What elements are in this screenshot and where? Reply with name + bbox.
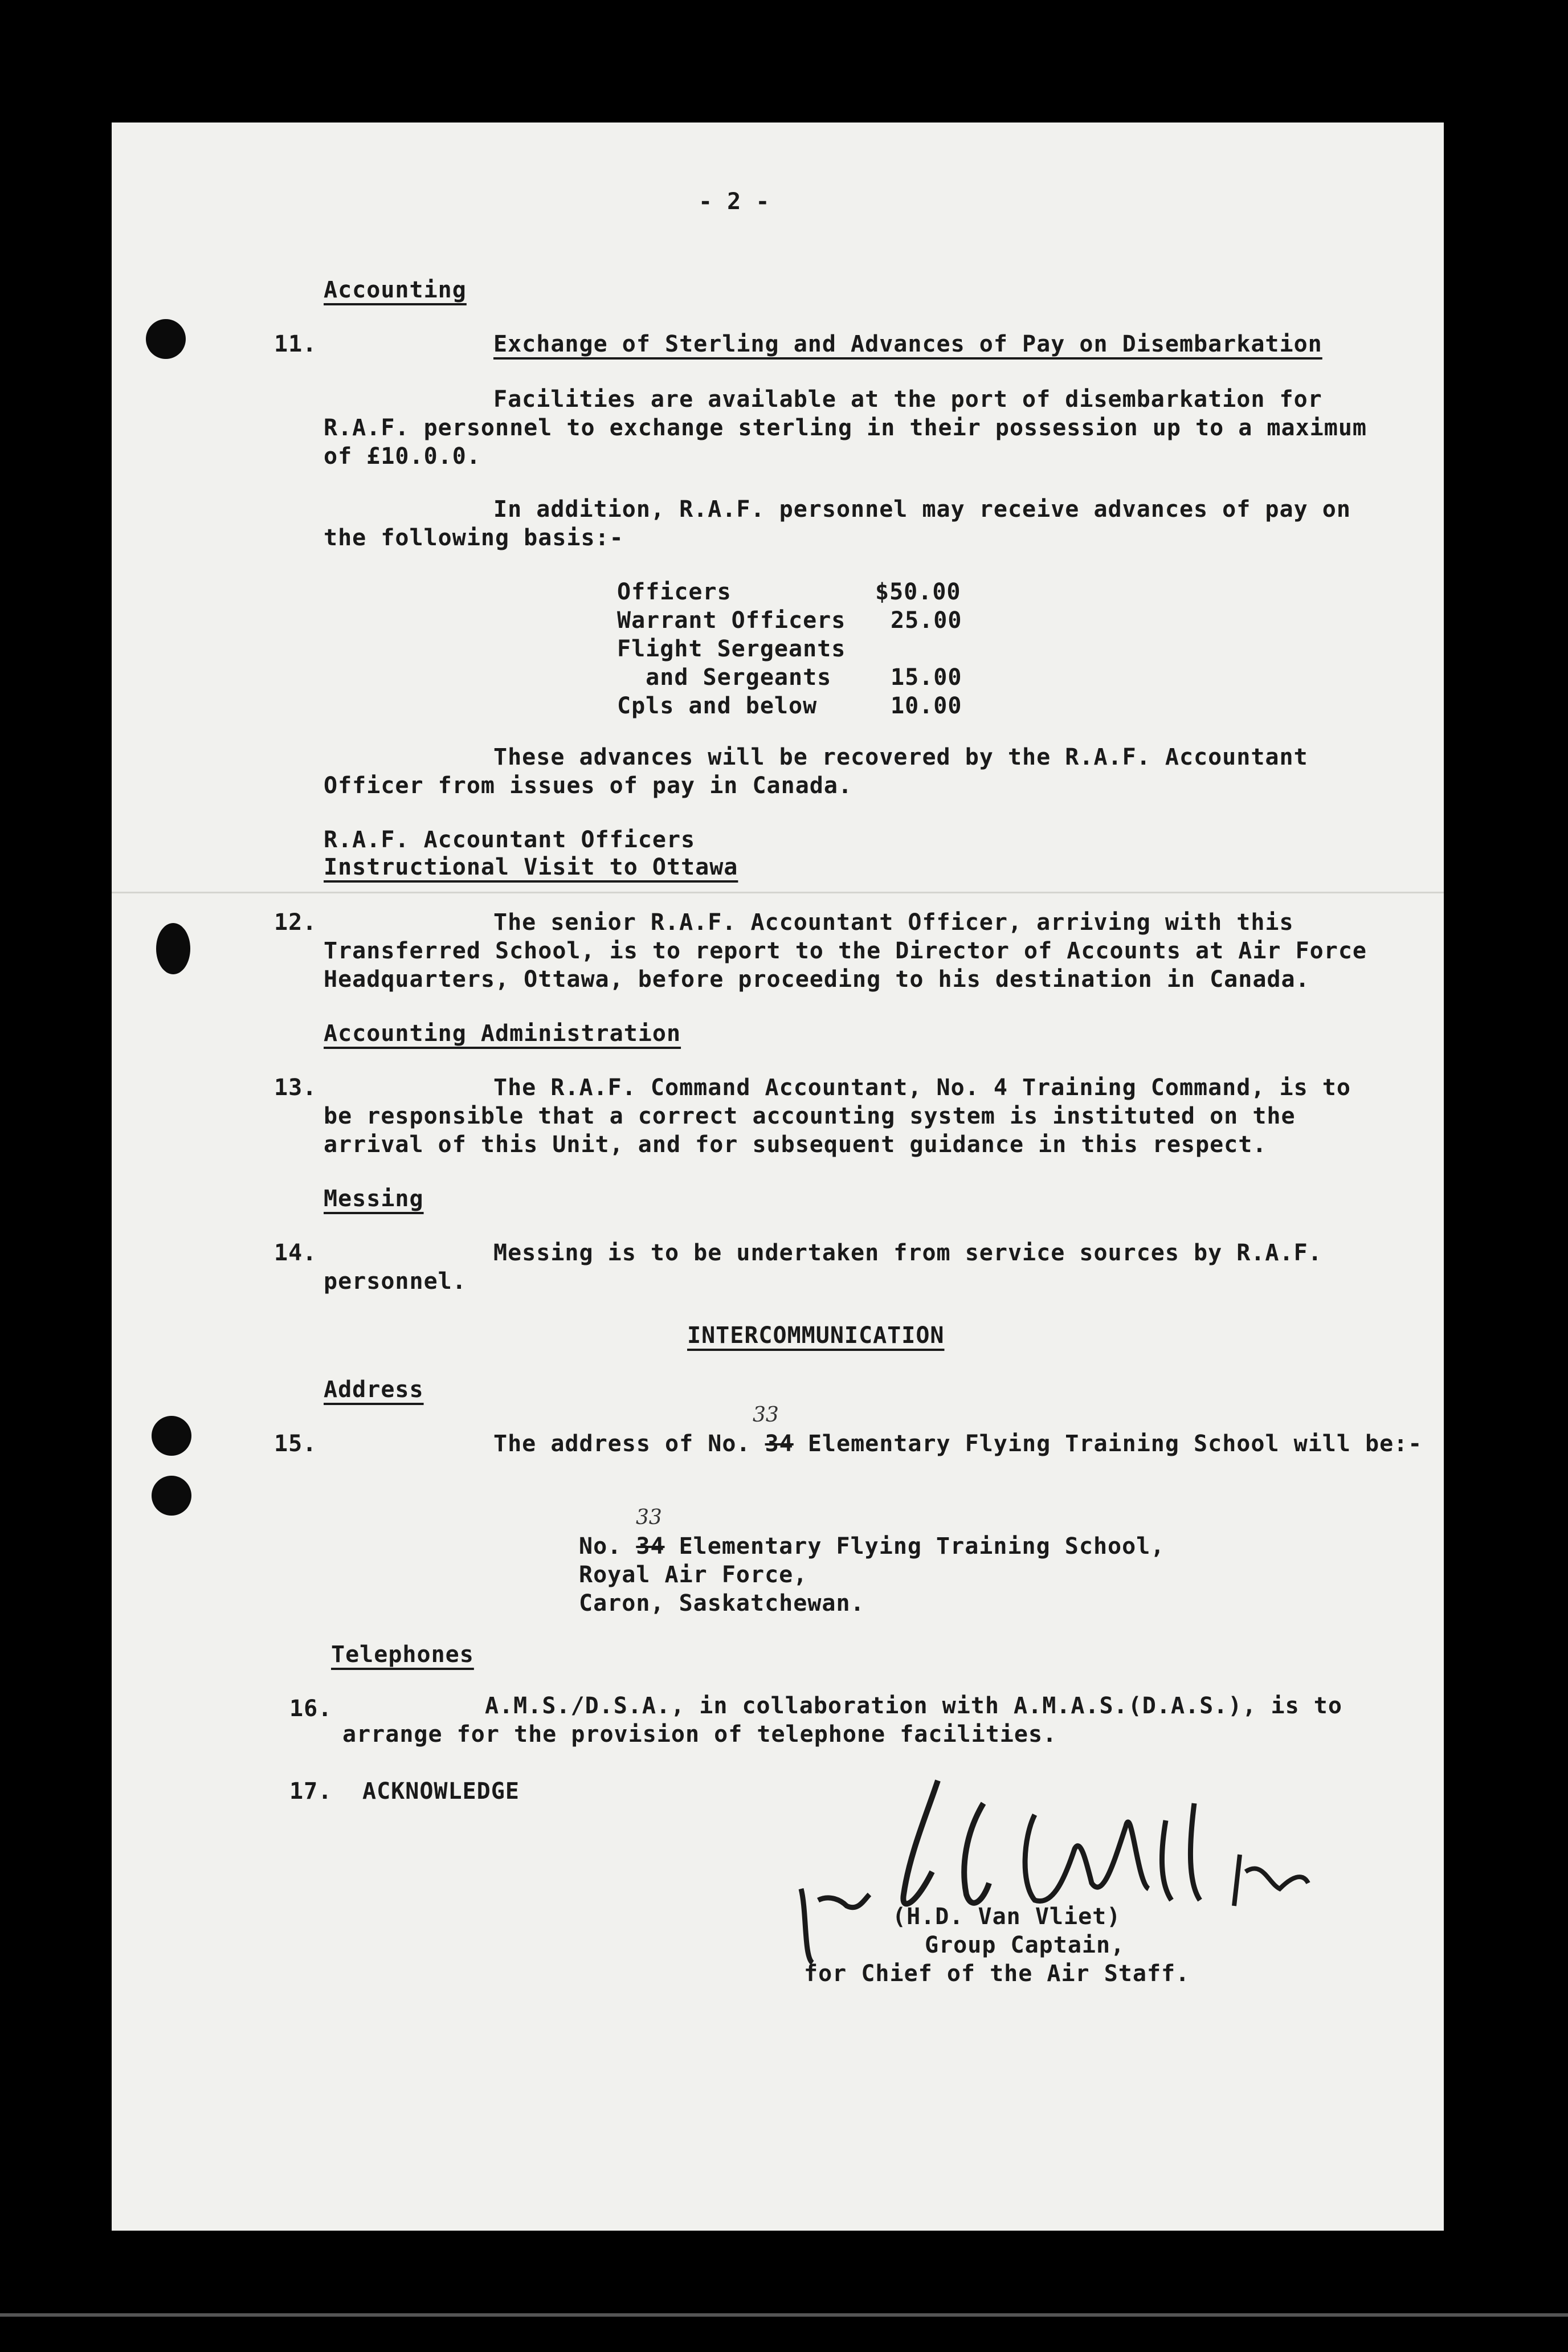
pay-amount: 25.00 (891, 607, 962, 634)
pay-rank: Cpls and below (617, 693, 818, 719)
para-text: Facilities are available at the port of disembarkation for (493, 386, 1322, 413)
para-number: 11. (274, 331, 317, 357)
para-title: Exchange of Sterling and Advances of Pay on Disembarkation (493, 331, 1322, 357)
document-page (112, 122, 1444, 2231)
fold-line (112, 892, 1444, 893)
film-edge (0, 2313, 1568, 2317)
section-heading-messing: Messing (324, 1186, 424, 1212)
para-text: be responsible that a correct accounting system is instituted on the (324, 1103, 1296, 1129)
para-number: 12. (274, 909, 317, 936)
signatory-rank: Group Captain, (925, 1932, 1125, 1958)
para-number: 15. (274, 1431, 317, 1457)
para-text: personnel. (324, 1268, 467, 1295)
section-heading-visit-sub: Instructional Visit to Ottawa (324, 854, 738, 880)
punch-hole (152, 1476, 191, 1516)
para-text: The senior R.A.F. Accountant Officer, arriving with this (493, 909, 1294, 936)
para-text: of £10.0.0. (324, 443, 481, 469)
pay-amount: $50.00 (875, 579, 961, 605)
para-text: In addition, R.A.F. personnel may receive advances of pay on (493, 496, 1351, 522)
signatory-name: (H.D. Van Vliet) (892, 1904, 1121, 1930)
section-heading-visit: R.A.F. Accountant Officers (324, 827, 696, 853)
para-text: Messing is to be undertaken from service sources by R.A.F. (493, 1240, 1322, 1266)
para-number: 14. (274, 1240, 317, 1266)
para-text: These advances will be recovered by the R.A.F. Accountant (493, 744, 1308, 770)
para-number: 16. (289, 1696, 333, 1722)
para-text: Headquarters, Ottawa, before proceeding to his destination in Canada. (324, 966, 1310, 993)
para-number: 17. (289, 1778, 333, 1804)
para-text: the following basis:- (324, 525, 624, 551)
address-line: Caron, Saskatchewan. (579, 1590, 865, 1616)
punch-hole (156, 923, 190, 974)
pay-rank: and Sergeants (617, 664, 832, 691)
pay-amount: 10.00 (891, 693, 962, 719)
address-line: No. 34 Elementary Flying Training School, (579, 1533, 1165, 1559)
section-heading-intercom: INTERCOMMUNICATION (687, 1322, 945, 1349)
para-number: 13. (274, 1075, 317, 1101)
handwritten-correction: 33 (636, 1506, 662, 1529)
section-heading-accounting: Accounting (324, 277, 467, 303)
signatory-role: for Chief of the Air Staff. (804, 1961, 1190, 1987)
punch-hole (146, 319, 186, 359)
pay-amount: 15.00 (891, 664, 962, 691)
address-line: Royal Air Force, (579, 1562, 808, 1588)
punch-hole (152, 1416, 191, 1456)
page-number: - 2 - (699, 189, 770, 215)
section-heading-address: Address (324, 1377, 424, 1403)
para-text: Transferred School, is to report to the Director of Accounts at Air Force (324, 938, 1367, 964)
para-text: A.M.S./D.S.A., in collaboration with A.M.A.S.(D.A.S.), is to (485, 1693, 1342, 1719)
acknowledge-text: ACKNOWLEDGE (362, 1778, 520, 1804)
para-text: The R.A.F. Command Accountant, No. 4 Training Command, is to (493, 1075, 1351, 1101)
para-text: arrange for the provision of telephone facilities. (342, 1721, 1057, 1747)
pay-rank: Flight Sergeants (617, 636, 846, 662)
para-text: R.A.F. personnel to exchange sterling in their possession up to a maximum (324, 415, 1367, 441)
para-text: Officer from issues of pay in Canada. (324, 773, 853, 799)
handwritten-correction: 33 (753, 1403, 779, 1427)
section-heading-telephones: Telephones (331, 1642, 474, 1668)
para-text: arrival of this Unit, and for subsequent guidance in this respect. (324, 1132, 1267, 1158)
section-heading-admin: Accounting Administration (324, 1020, 681, 1047)
pay-rank: Warrant Officers (617, 607, 846, 634)
pay-rank: Officers (617, 579, 732, 605)
para-text: The address of No. 34 Elementary Flying Training School will be:- (493, 1431, 1423, 1457)
